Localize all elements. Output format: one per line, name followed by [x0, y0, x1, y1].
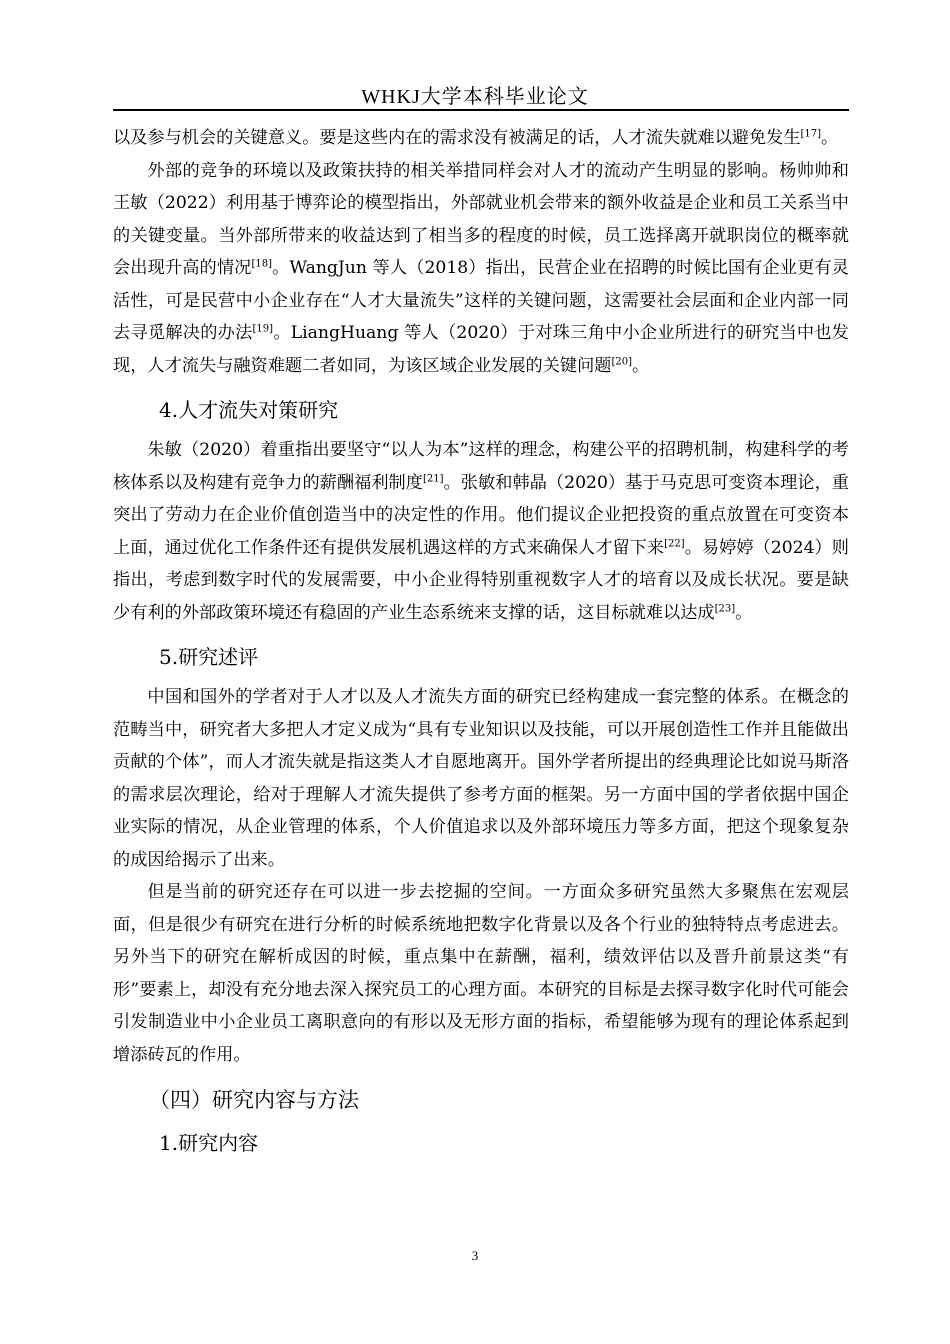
- page-number: 3: [471, 1248, 479, 1263]
- document-body: [113, 122, 849, 1167]
- header-divider: [113, 109, 849, 111]
- citation-ref: [18]: [251, 258, 272, 270]
- citation-ref: [19]: [252, 323, 274, 335]
- page-header-title: WHKJ大学本科毕业论文: [361, 86, 589, 108]
- heading-research-content: 1.研究内容: [159, 1131, 259, 1155]
- heading-review: 5.研究述评: [159, 645, 259, 669]
- paragraph-text: 。: [821, 128, 839, 148]
- paragraph-text: 。: [735, 602, 753, 623]
- paragraph-continued: [113, 122, 849, 155]
- paragraph-review-gaps: 但是当前的研究还存在可以进一步去挖掘的空间。一方面众多研究虽然大多聚焦在宏观层面，但是很少有研究在进行分析的时候系统地把数字化背景以及各个行业的独特特点考虑进去。另外当下的研究在解析成因的时候，重点集中在薪酬，福利，绩效评估以及晋升前景这类“有形”要素上，却没有充分地去深入探究员工的心理方面。本研究的目标是去探寻数字化时代可能会引发制造业中小企业员工离职意向的有形以及无形方面的指标，希望能够为现有的理论体系起到增添砖瓦的作用。: [113, 882, 849, 1065]
- paragraph-text: 。易婷婷（2024）则指出，考虑到数字时代的发展需要，中小企业得特别重视数字人才的培育以及成长状况。要是缺少有利的外部政策环境还有稳固的产业生态系统来支撑的话，这目标就难以达成: [113, 537, 849, 623]
- paragraph-text: 以及参与机会的关键意义。要是这些内在的需求没有被满足的话，人才流失就难以避免发生: [113, 128, 801, 148]
- paragraph-text: 朱敏（2020）着重指出要坚守“以人为本”这样的理念，构建公平的招聘机制，构建科学的考核体系以及构建有竞争力的薪酬福利制度: [113, 440, 849, 493]
- heading-countermeasures: 4.人才流失对策研究: [159, 398, 339, 422]
- paragraph-review-summary: 中国和国外的学者对于人才以及人才流失方面的研究已经构建成一套完整的体系。在概念的范畴当中，研究者大多把人才定义成为“具有专业知识以及技能，可以开展创造性工作并且能做出贡献的个体”，而人才流失就是指这类人才自愿地离开。国外学者所提出的经典理论比如说马斯洛的需求层次理论，给对于理解人才流失提供了参考方面的框架。另一方面中国的学者依据中国企业实际的情况，从企业管理的体系，个人价值追求以及外部环境压力等多方面，把这个现象复杂的成因给揭示了出来。: [113, 687, 849, 870]
- paragraph-text: 。LiangHuang 等人（2020）于对珠三角中小企业所进行的研究当中也发现，人才流失与融资难题二者如同，为该区域企业发展的关键问题: [113, 323, 849, 376]
- citation-ref: [20]: [611, 355, 632, 367]
- citation-ref: [23]: [714, 602, 736, 614]
- paragraph-external-factors: [113, 155, 849, 383]
- heading-section-four: （四）研究内容与方法: [149, 1088, 359, 1112]
- paragraph-countermeasures: [113, 434, 849, 629]
- citation-ref: [22]: [664, 537, 685, 549]
- citation-ref: [21]: [423, 472, 444, 484]
- paragraph-text: 。张敏和韩晶（2020）基于马克思可变资本理论，重突出了劳动力在企业价值创造当中的决定性的作用。他们提议企业把投资的重点放置在可变资本上面，通过优化工作条件还有提供发展机遇这样的方式来确保人才留下来: [113, 472, 849, 558]
- citation-ref: [17]: [800, 128, 822, 140]
- paragraph-text: 外部的竞争的环境以及政策扶持的相关举措同样会对人才的流动产生明显的影响。杨帅帅和王敏（2022）利用基于博弈论的模型指出，外部就业机会带来的额外收益是企业和员工关系当中的关键变量。当外部所带来的收益达到了相当多的程度的时候，员工选择离开就职岗位的概率就会出现升高的情况: [113, 160, 849, 278]
- paragraph-text: 。WangJun 等人（2018）指出，民营企业在招聘的时候比国有企业更有灵活性，可是民营中小企业存在“人才大量流失”这样的关键问题，这需要社会层面和企业内部一同去寻觅解决的办法: [113, 258, 849, 343]
- paragraph-text: 。: [631, 355, 650, 376]
